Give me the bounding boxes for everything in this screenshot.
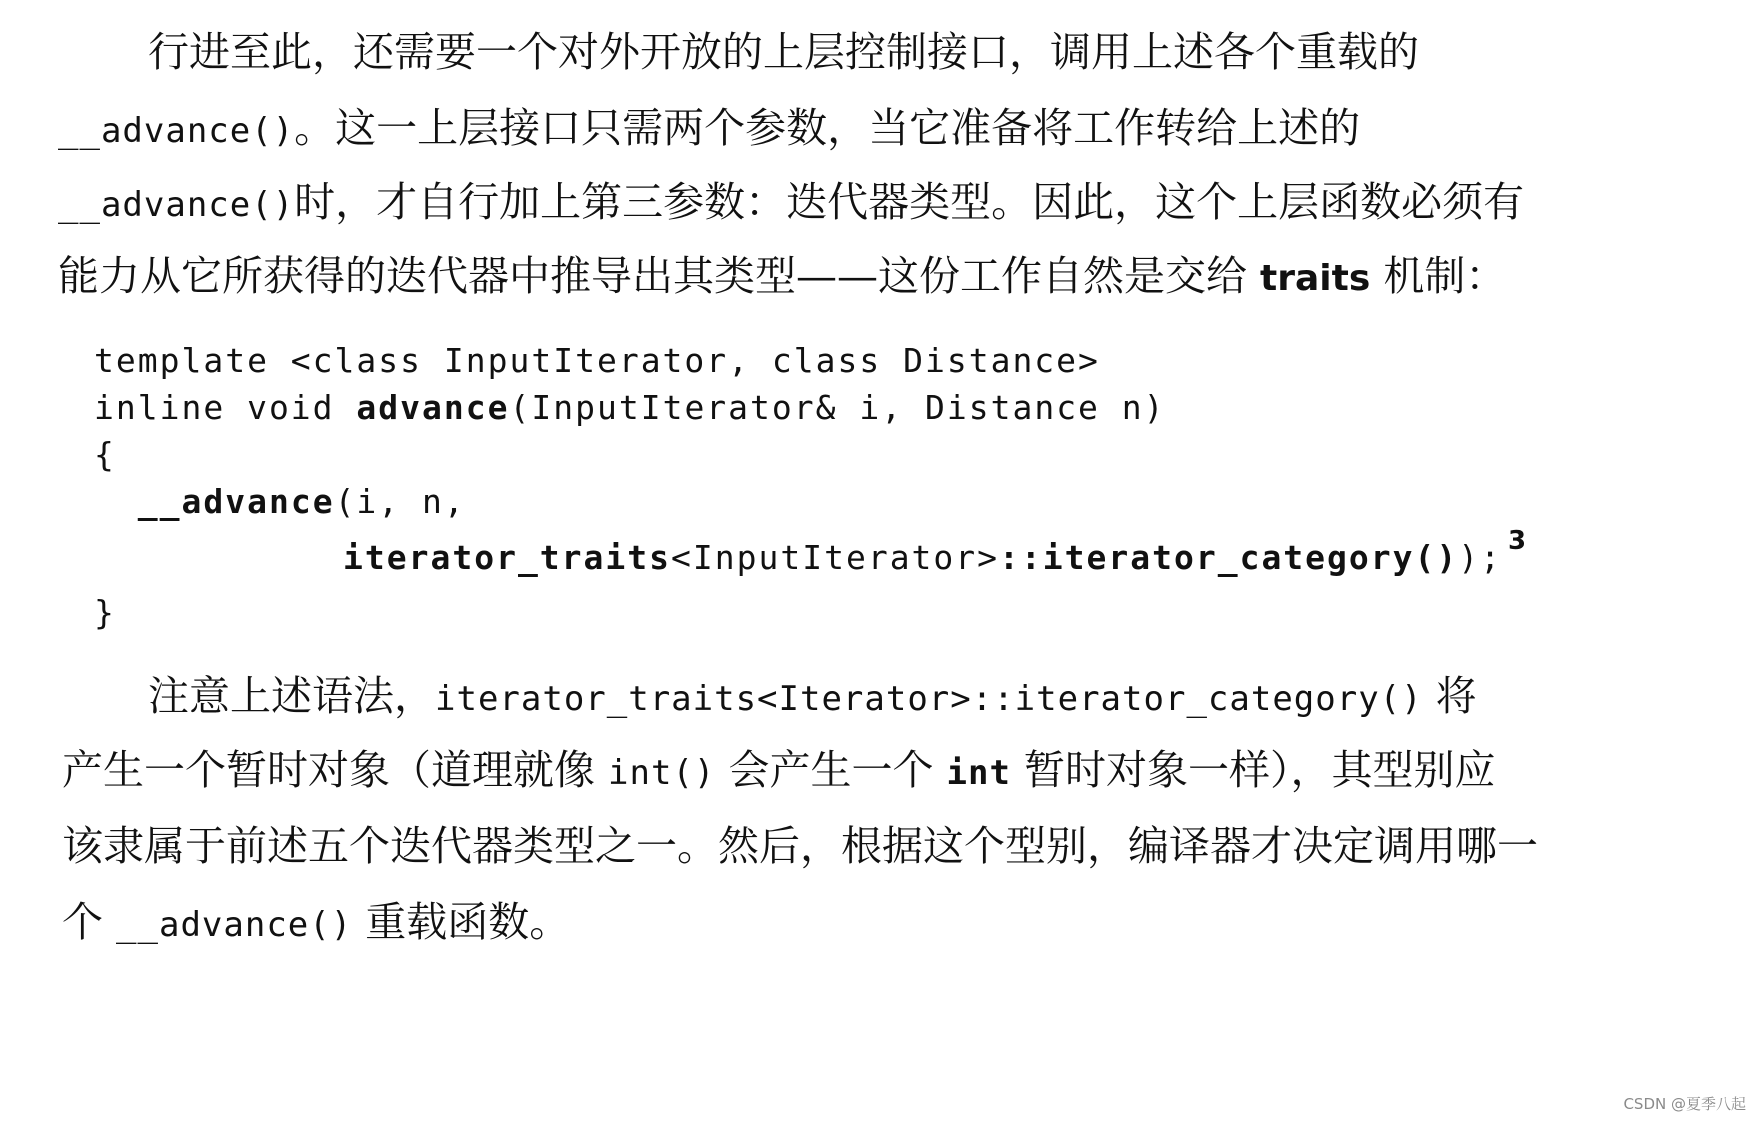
- para2-line4-start: 个: [62, 898, 103, 946]
- para2-line1-text: 注意上述语法，: [148, 672, 435, 720]
- para1-line4-text: 能力从它所获得的迭代器中推导出其类型——这份工作自然是交给: [58, 252, 1247, 300]
- code-line-3: [94, 435, 116, 474]
- int-keyword: int: [946, 753, 1011, 793]
- para1-line3: [58, 178, 1525, 226]
- code-line-4-args: (i, n,: [334, 482, 466, 521]
- para1-line4: [58, 252, 1507, 300]
- iterator-category-call: ::iterator_category(): [999, 538, 1459, 577]
- para1-line2-code: __advance(): [58, 111, 295, 151]
- traits-keyword: traits: [1260, 258, 1371, 299]
- para2-line2-code: int(): [608, 753, 716, 793]
- para2-line1: [148, 672, 1477, 720]
- para2-line1-end: 将: [1435, 672, 1477, 720]
- code-line-4-indent: [94, 482, 138, 521]
- watermark: CSDN @夏季八起: [1623, 1095, 1746, 1113]
- para2-line3: [62, 822, 1538, 870]
- code-line-5: [343, 526, 1529, 577]
- code-line-5-end: );: [1458, 538, 1503, 577]
- advance-function-name: advance: [356, 388, 510, 427]
- para2-line2-mid: 会产生一个: [728, 746, 934, 794]
- para1-line1-text: 行进至此，还需要一个对外开放的上层控制接口，调用上述各个重载的: [148, 28, 1419, 76]
- code-open-brace: {: [94, 435, 116, 474]
- para1-line2-text: 。这一上层接口只需两个参数，当它准备将工作转给上述的: [294, 104, 1361, 152]
- para2-line1-code: iterator_traits<Iterator>::iterator_category(): [435, 679, 1423, 719]
- template-argument: <InputIterator>: [671, 538, 1000, 577]
- footnote-marker: 3: [1508, 526, 1529, 556]
- code-line-1-text: template <class InputIterator, class Distance>: [94, 341, 1100, 380]
- para2-line2-end: 暂时对象一样），其型别应: [1023, 746, 1496, 794]
- code-line-1: [94, 341, 1100, 380]
- para2-line4-code: __advance(): [116, 905, 353, 945]
- private-advance-call: __advance: [137, 482, 335, 521]
- para1-line2: [58, 104, 1361, 152]
- para1-line3-text: 时，才自行加上第三参数：迭代器类型。因此，这个上层函数必须有: [294, 178, 1525, 226]
- para1-line1: [148, 28, 1419, 76]
- para2-line4: [62, 898, 571, 946]
- code-close-brace: }: [94, 593, 116, 632]
- para1-line4-end: 机制：: [1383, 252, 1507, 300]
- code-line-2-pre: inline void: [94, 388, 357, 427]
- code-line-2-post: (InputIterator& i, Distance n): [509, 388, 1166, 427]
- iterator-traits-name: iterator_traits: [343, 538, 672, 577]
- para2-line2-text: 产生一个暂时对象（道理就像: [62, 746, 595, 794]
- code-line-6: [94, 593, 116, 632]
- para2-line4-end: 重载函数。: [365, 898, 571, 946]
- para2-line2: [62, 746, 1496, 794]
- para1-line3-code: __advance(): [58, 185, 295, 225]
- code-line-2: [94, 388, 1166, 427]
- para2-line3-text: 该隶属于前述五个迭代器类型之一。然后，根据这个型别，编译器才决定调用哪一: [62, 822, 1538, 870]
- code-line-4: [94, 482, 466, 521]
